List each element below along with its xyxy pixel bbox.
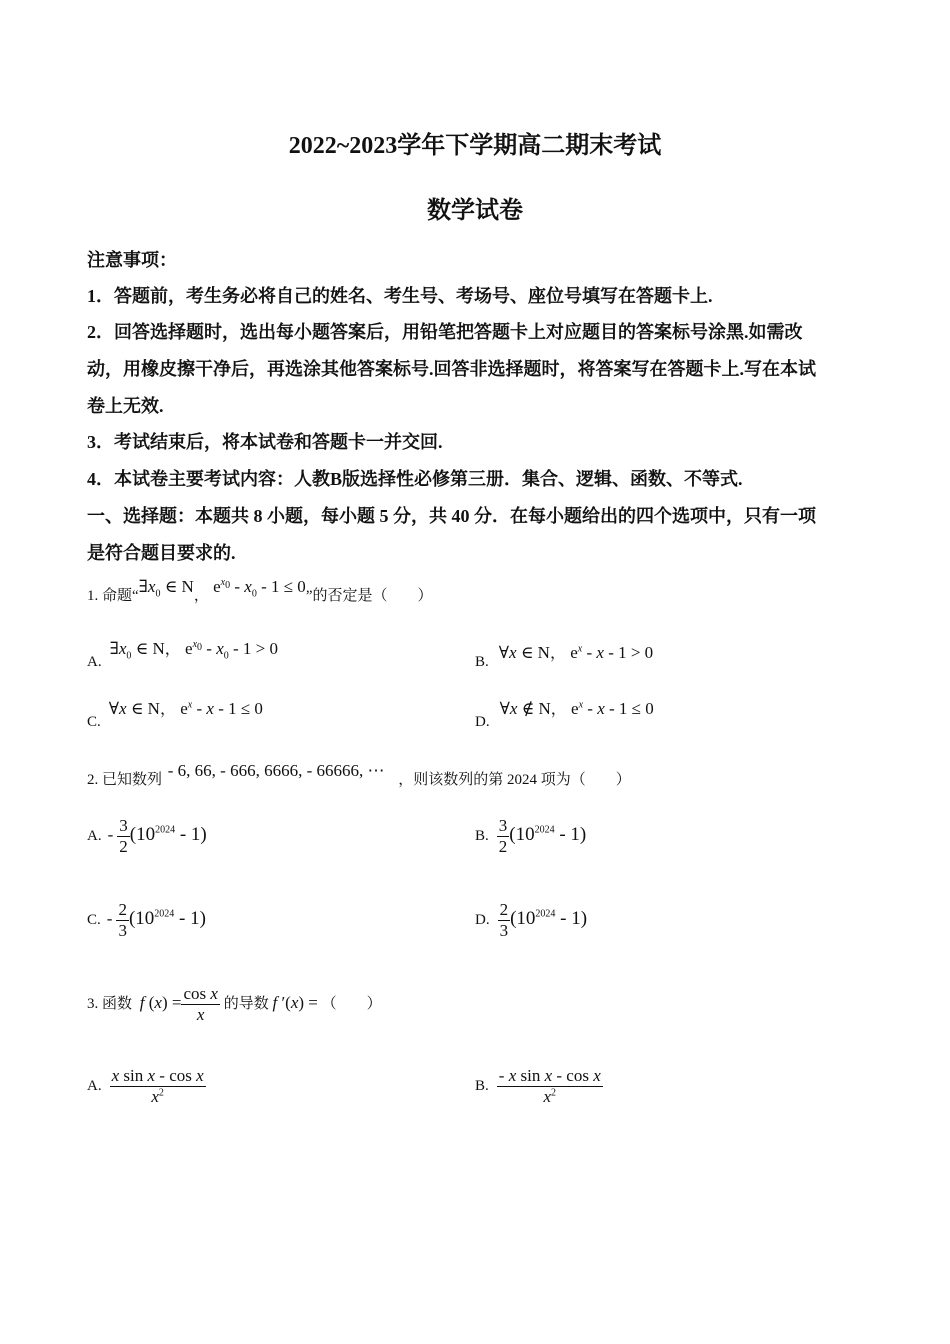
q2-option-a[interactable]: A. - $\frac{3}{2}$ $(10^{2024} - 1)$ [87, 816, 207, 856]
q2-option-d[interactable]: D. $\frac{2}{3}$ $(10^{2024} - 1)$ [475, 900, 588, 940]
fraction: $\frac{\text{cos x}}{x}$ [183, 984, 218, 1024]
question-2 [87, 761, 631, 789]
notes-heading: 注意事项： [87, 250, 177, 270]
q2-option-b[interactable]: B. $\frac{3}{2}$ $(10^{2024} - 1)$ [475, 816, 587, 856]
page-subtitle: 数学试卷 [427, 198, 523, 224]
q3-option-b[interactable] [475, 1066, 603, 1107]
fraction: $\frac{3}{2}$ [498, 816, 508, 856]
q1-math-1: $\exists x_0$ ∈ N [138, 577, 194, 600]
q3-middle: 的导数 [223, 995, 269, 1012]
q1-suffix: ”的否定是（ ） [305, 588, 433, 604]
fraction: $\frac{3}{2}$ [119, 816, 128, 856]
option-label: D. [475, 912, 490, 929]
q2-suffix: ，则该数列的第 2024 项为（ ） [398, 772, 631, 788]
note-1: 1．答题前，考生务必将自己的姓名、考生号、考场号、座位号填写在答题卡上. [87, 286, 713, 306]
q3-suffix: （ ） [321, 995, 382, 1012]
note-4: 4．本试卷主要考试内容：人教B版选择性必修第三册．集合、逻辑、函数、不等式. [87, 469, 743, 489]
q2-prefix: 2. 已知数列 [87, 772, 163, 788]
q2-sequence: - 6, 66, - 666, 6666, - 66666, ⋯ [167, 761, 385, 780]
option-label: A. [87, 1078, 102, 1095]
fraction: $\frac{2}{3}$ [499, 900, 509, 940]
q1-option-c[interactable]: C. ∀x ∈ N， $e^x - x - 1 \le 0$ [87, 699, 263, 730]
note-2b: 动，用橡皮擦干净后，再选涂其他答案标号.回答非选择题时，将答案写在答题卡上.写在本试 [87, 359, 816, 379]
note-2c: 卷上无效. [87, 396, 164, 416]
section-heading-a: 一、选择题：本题共 8 小题，每小题 5 分，共 40 分．在每小题给出的四个选项中，只有一项 [87, 506, 816, 526]
q1-option-b[interactable]: B. ∀x ∈ N， $e^x - x - 1 > 0$ [475, 643, 654, 670]
option-label: A. [87, 654, 102, 670]
note-2a: 2．回答选择题时，选出每小题答案后，用铅笔把答题卡上对应题目的答案标号涂黑.如需改 [87, 322, 803, 342]
option-label: A. [87, 828, 102, 845]
q2-option-c[interactable]: C. - $\frac{2}{3}$ $(10^{2024} - 1)$ [87, 900, 206, 940]
page-title: 2022~2023学年下学期高二期末考试 [288, 133, 662, 159]
option-label: C. [87, 912, 101, 929]
fraction: $\frac{\text{- x sin x - cos x}}{x^2}$ [498, 1066, 601, 1106]
fraction: $\frac{\text{x sin x - cos x}}{x^2}$ [111, 1066, 204, 1106]
option-label: D. [475, 714, 490, 730]
q1-option-d[interactable]: D. ∀x ∉ N， $e^x - x - 1 \le 0$ [475, 699, 654, 730]
q1-prefix: 1. 命题“ [87, 588, 139, 604]
question-1: 1. 命题“$\exists x_0$ ∈ N， $e^{x_0} - x_0 - 1 \le 0$”的否定是（ ） [87, 577, 433, 604]
q3-option-a[interactable] [87, 1066, 206, 1107]
section-heading-b: 是符合题目要求的. [87, 543, 236, 563]
option-label: B. [475, 1078, 489, 1095]
option-label: B. [475, 654, 489, 670]
option-label: C. [87, 714, 101, 730]
q3-prefix: 3. 函数 [87, 995, 133, 1012]
option-label: B. [475, 828, 489, 845]
q1-option-a[interactable]: A. $\exists x_0$ ∈ N， $e^{x_0} - x_0 - 1 > 0$ [87, 639, 278, 670]
fraction: $\frac{2}{3}$ [118, 900, 127, 940]
q1-math-2: $e^{x_0} - x_0 - 1 \le 0$ [208, 577, 306, 600]
question-3: 3. 函数 f (x) = $\frac{\text{cos x}}{x}$ 的导数 f ′(x) = （ ） [87, 984, 382, 1024]
note-3: 3．考试结束后，将本试卷和答题卡一并交回. [87, 432, 443, 452]
